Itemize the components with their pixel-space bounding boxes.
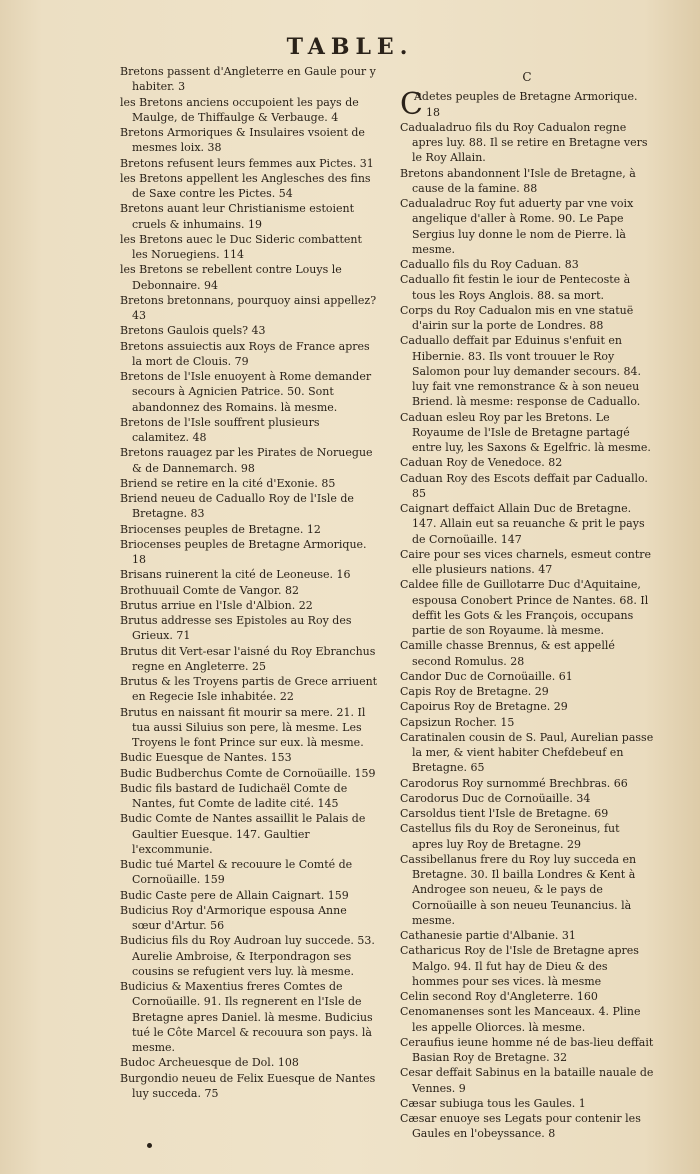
- index-entry: Caduallo fit festin le iour de Pentecoste à tous les Roys Anglois. 88. sa mort.: [400, 273, 631, 302]
- index-entry: Briend neueu de Caduallo Roy de l'Isle de Bretagne. 83: [120, 492, 354, 521]
- index-entry: Brutus dit Vert-esar l'aisné du Roy Ebranchus regne en Angleterre. 25: [120, 644, 376, 673]
- index-entry: Caduan esleu Roy par les Bretons. Le Royaume de l'Isle de Bretagne partagé entre luy, les Saxons & Egelfric. là mesme.: [400, 410, 651, 454]
- index-entry: Brothuuail Comte de Vangor. 82: [120, 583, 299, 597]
- index-entry: Brutus en naissant fit mourir sa mere. 21. Il tua aussi Siluius son pere, là mesme. Les Troyens le font Prince sur eux. là mesme.: [120, 705, 366, 749]
- index-entry: Bretons abandonnent l'Isle de Bretagne, à cause de la famine. 88: [400, 166, 636, 195]
- index-entry: Brutus arriue en l'Isle d'Albion. 22: [120, 598, 313, 612]
- index-entry: Carsoldus tient l'Isle de Bretagne. 69: [400, 807, 609, 820]
- index-entry: Carodorus Roy surnommé Brechbras. 66: [400, 776, 628, 790]
- page-title: TABLE.: [286, 34, 414, 60]
- index-entry: Budoc Archeuesque de Dol. 108: [120, 1056, 299, 1070]
- index-entry: Brutus & les Troyens partis de Grece arriuent en Regecie Isle inhabitée. 22: [120, 675, 378, 704]
- index-entry: Budic fils bastard de Iudichaël Comte de Nantes, fut Comte de ladite cité. 145: [120, 781, 348, 810]
- index-column-left: [120, 64, 378, 1101]
- drop-cap: C: [400, 87, 423, 123]
- index-entry: Budic Budberchus Comte de Cornoüaille. 159: [120, 766, 376, 780]
- index-entry: Briocenses peuples de Bretagne. 12: [120, 522, 321, 536]
- index-entry: les Bretons se rebellent contre Louys le Debonnaire. 94: [120, 263, 342, 292]
- index-entry: Budicius Roy d'Armorique espousa Anne sœur d'Artur. 56: [120, 903, 347, 932]
- index-entry: Caduallo fils du Roy Caduan. 83: [400, 258, 579, 271]
- index-entry: Briocenses peuples de Bretagne Armorique. 18: [120, 537, 367, 566]
- index-entry: Cæsar enuoye ses Legats pour contenir les Gaules en l'obeyssance. 8: [400, 1112, 641, 1141]
- index-column-right: [400, 64, 654, 1142]
- index-entry: les Bretons anciens occupoient les pays de Maulge, de Thiffaulge & Verbauge. 4: [120, 95, 359, 124]
- index-entry: Caduallo deffait par Eduinus s'enfuit en Hibernie. 83. Ils vont trouuer le Roy Salomon pour luy demander secours. 84. luy fait vne remonstrance & à son neueu Briend. là mesme: response de Caduallo.: [400, 334, 642, 409]
- index-entry: Capis Roy de Bretagne. 29: [400, 685, 549, 698]
- index-entry: Caduan Roy des Escots deffait par Caduallo. 85: [400, 471, 648, 500]
- index-entry: Bretons auant leur Christianisme estoient cruels & inhumains. 19: [120, 202, 355, 231]
- index-entry: Bretons bretonnans, pourquoy ainsi appellez? 43: [120, 293, 377, 322]
- index-entry: Cæsar subiuga tous les Gaules. 1: [400, 1096, 586, 1110]
- index-entry: Brutus addresse ses Epistoles au Roy des Grieux. 71: [120, 614, 352, 643]
- index-entry: Cassibellanus frere du Roy luy succeda en Bretagne. 30. Il bailla Londres & Kent à Androgee son neueu, & le pays de Cornoüaille à son neueu Teunancius. là mesme.: [400, 852, 637, 927]
- index-entry-text: Adetes peuples de Bretagne Armorique. 18: [413, 90, 638, 119]
- index-entry: Burgondio neueu de Felix Euesque de Nantes luy succeda. 75: [120, 1071, 376, 1100]
- index-entry: Bretons passent d'Angleterre en Gaule pour y habiter. 3: [120, 65, 376, 94]
- index-entry: Capoirus Roy de Bretagne. 29: [400, 700, 568, 714]
- index-entry: Caduan Roy de Venedoce. 82: [400, 456, 563, 470]
- index-entry: Ceraufius ieune homme né de bas-lieu deffait Basian Roy de Bretagne. 32: [400, 1035, 654, 1064]
- index-entry: Caratinalen cousin de S. Paul, Aurelian passe la mer, & vient habiter Chefdebeuf en Bretagne. 65: [400, 730, 654, 775]
- index-entry: Bretons rauagez par les Pirates de Noruegue & de Dannemarch. 98: [120, 446, 373, 475]
- index-entry: Caignart deffaict Allain Duc de Bretagne. 147. Allain eut sa reuanche & prit le pays de Cornoüaille. 147: [400, 502, 645, 546]
- index-entry: Celin second Roy d'Angleterre. 160: [400, 990, 598, 1003]
- index-entry: Cathanesie partie d'Albanie. 31: [400, 929, 576, 942]
- index-entry: Corps du Roy Cadualon mis en vne statuë d'airin sur la porte de Londres. 88: [400, 303, 634, 332]
- index-entry: Bretons de l'Isle enuoyent à Rome demander secours à Agnicien Patrice. 50. Sont abandonnez des Romains. là mesme.: [120, 370, 372, 414]
- index-entry: Budic tué Martel & recouure le Comté de Cornoüaille. 159: [120, 858, 353, 887]
- index-entry: Caldee fille de Guillotarre Duc d'Aquitaine, espousa Conobert Prince de Nantes. 68. Il deffit les Gots & les François, occupans partie de son Royaume. là mesme.: [400, 578, 649, 637]
- index-entry: Caire pour ses vices charnels, esmeut contre elle plusieurs nations. 47: [400, 547, 652, 576]
- index-entry: Bretons Armoriques & Insulaires vsoient de mesmes loix. 38: [120, 126, 365, 155]
- index-entry: Bretons refusent leurs femmes aux Pictes. 31: [120, 156, 374, 170]
- index-entry: Cenomanenses sont les Manceaux. 4. Pline les appelle Oliorces. là mesme.: [400, 1005, 641, 1034]
- index-entry: Bretons de l'Isle souffrent plusieurs calamitez. 48: [120, 415, 320, 444]
- index-entry: Budic Euesque de Nantes. 153: [120, 751, 292, 765]
- index-entry: Brisans ruinerent la cité de Leoneuse. 16: [120, 568, 351, 582]
- index-entry: Castellus fils du Roy de Seroneinus, fut apres luy Roy de Bretagne. 29: [400, 822, 620, 851]
- index-entry: Cadualadruo fils du Roy Cadualon regne apres luy. 88. Il se retire en Bretagne vers le Roy Allain.: [400, 120, 648, 165]
- index-entry: [400, 87, 654, 123]
- index-entry: Cadualadruc Roy fut aduerty par vne voix angelique d'aller à Rome. 90. Le Pape Sergius luy donne le nom de Pierre. là mesme.: [400, 197, 634, 256]
- index-entry: Budic Comte de Nantes assaillit le Palais de Gaultier Euesque. 147. Gaultier l'excommunie.: [120, 812, 366, 856]
- index-entry: Budic Caste pere de Allain Caignart. 159: [120, 888, 349, 902]
- printer-mark: [147, 1143, 152, 1148]
- index-entry: Catharicus Roy de l'Isle de Bretagne apres Malgo. 94. Il fut hay de Dieu & des hommes pour ses vices. là mesme: [400, 944, 639, 988]
- index-entry: Candor Duc de Cornoüaille. 61: [400, 669, 573, 683]
- index-entry: les Bretons appellent les Anglesches des fins de Saxe contre les Pictes. 54: [120, 171, 371, 200]
- index-entry: Bretons Gaulois quels? 43: [120, 324, 266, 338]
- index-entry: Budicius & Maxentius freres Comtes de Cornoüaille. 91. Ils regnerent en l'Isle de Bretagne apres Daniel. là mesme. Budicius tué le Côte Marcel & recouura son pays. là mesme.: [120, 980, 373, 1054]
- section-letter: C: [522, 70, 532, 84]
- index-entry: Bretons assuiectis aux Roys de France apres la mort de Clouis. 79: [120, 339, 370, 368]
- index-entry: Cesar deffait Sabinus en la bataille nauale de Vennes. 9: [400, 1066, 654, 1095]
- index-entry: Camille chasse Brennus, & est appellé second Romulus. 28: [400, 639, 615, 668]
- index-entry: Capsizun Rocher. 15: [400, 715, 515, 729]
- index-entry: Budicius fils du Roy Audroan luy succede. 53. Aurelie Ambroise, & Iterpondragon ses cousins se refugient vers luy. là mesme.: [120, 934, 375, 978]
- index-entry: Briend se retire en la cité d'Exonie. 85: [120, 476, 336, 490]
- index-entry: les Bretons auec le Duc Sideric combattent les Noruegiens. 114: [120, 232, 362, 261]
- index-entry: Carodorus Duc de Cornoüaille. 34: [400, 791, 591, 805]
